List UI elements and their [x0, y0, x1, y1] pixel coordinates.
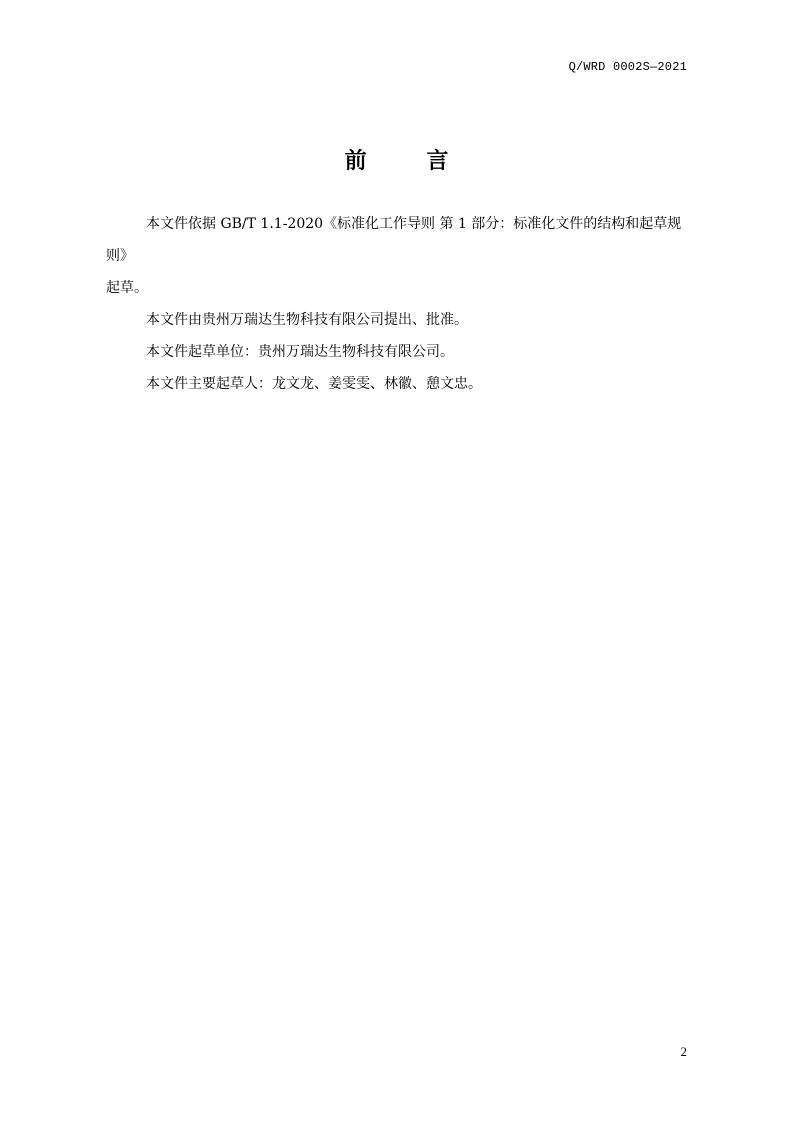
page-title: 前 言	[344, 149, 475, 174]
foreword-body	[106, 208, 690, 400]
paragraph-basis	[106, 208, 690, 304]
paragraph-drafters: 本文件主要起草人：龙文龙、姜雯雯、林徽、憩文忠。	[146, 376, 482, 392]
paragraph-drafting-unit: 本文件起草单位：贵州万瑞达生物科技有限公司。	[146, 344, 454, 360]
standard-code-header: Q/WRD 0002S—2021	[568, 60, 687, 74]
paragraph-proposer: 本文件由贵州万瑞达生物科技有限公司提出、批准。	[146, 312, 468, 328]
page-number: 2	[680, 1044, 687, 1059]
paragraph-basis-line-1: 本文件依据 GB/T 1.1-2020《标准化工作导则 第 1 部分：标准化文件的结构和起草规则》	[106, 216, 682, 264]
paragraph-basis-line-2: 起草。	[106, 280, 148, 296]
